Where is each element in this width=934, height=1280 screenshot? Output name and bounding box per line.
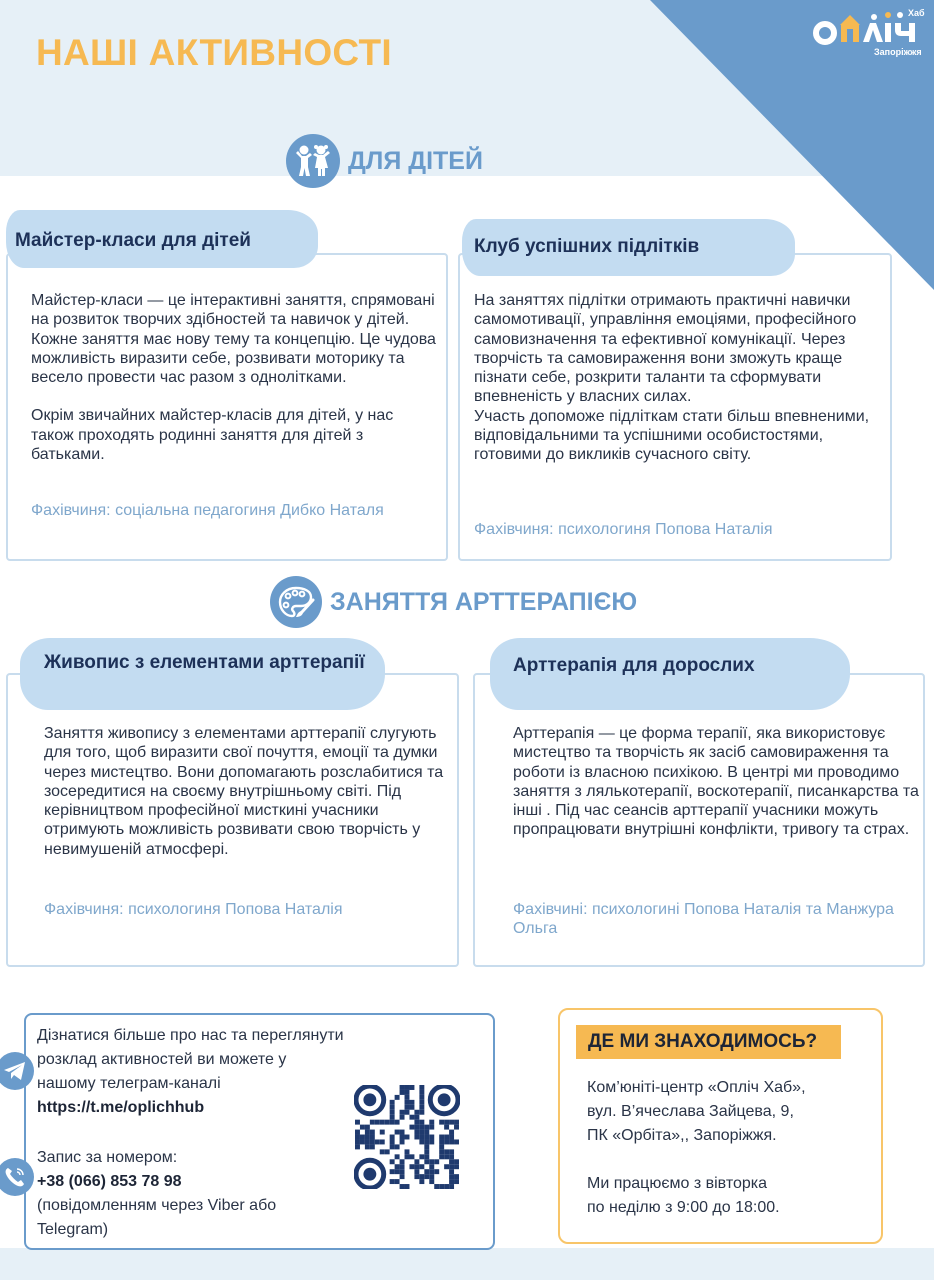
qr-module xyxy=(419,1154,424,1159)
qr-module xyxy=(429,1125,434,1130)
card-description xyxy=(31,291,436,464)
card-title: Клуб успішних підлітків xyxy=(474,236,700,257)
hours-line: по неділю з 9:00 до 18:00. xyxy=(587,1199,780,1216)
title-highlight xyxy=(20,638,385,710)
qr-module xyxy=(454,1139,459,1144)
qr-module xyxy=(439,1184,444,1189)
logo-hub-text: Хаб xyxy=(908,8,925,18)
qr-module xyxy=(355,1120,360,1125)
qr-module xyxy=(419,1130,424,1135)
qr-module xyxy=(429,1139,434,1144)
qr-module xyxy=(454,1164,459,1169)
qr-module xyxy=(414,1115,419,1120)
qr-module xyxy=(400,1164,405,1169)
qr-finder-center xyxy=(438,1093,451,1106)
qr-module xyxy=(405,1135,410,1140)
qr-module xyxy=(414,1125,419,1130)
qr-module xyxy=(395,1154,400,1159)
qr-module xyxy=(424,1135,429,1140)
qr-module xyxy=(400,1159,405,1164)
qr-module xyxy=(355,1144,360,1149)
qr-module xyxy=(414,1130,419,1135)
qr-module xyxy=(400,1090,405,1095)
telegram-info xyxy=(37,1024,347,1120)
qr-module xyxy=(419,1085,424,1090)
address xyxy=(587,1076,877,1148)
qr-module xyxy=(375,1139,380,1144)
qr-module xyxy=(454,1120,459,1125)
qr-module xyxy=(429,1164,434,1169)
qr-module xyxy=(419,1100,424,1105)
qr-module xyxy=(444,1149,449,1154)
qr-module xyxy=(429,1120,434,1125)
activity-card-painting xyxy=(6,652,459,967)
address-line: ПК «Орбіта»,, Запоріжжя. xyxy=(587,1127,777,1144)
qr-module xyxy=(419,1095,424,1100)
qr-module xyxy=(370,1144,375,1149)
qr-module xyxy=(390,1139,395,1144)
qr-module xyxy=(370,1139,375,1144)
address-line: вул. В’ячеслава Зайцева, 9, xyxy=(587,1103,794,1120)
qr-module xyxy=(429,1174,434,1179)
qr-module xyxy=(405,1105,410,1110)
qr-module xyxy=(449,1120,454,1125)
card-title: Арттерапія для дорослих xyxy=(513,655,755,676)
card-paragraph: Участь допоможе підліткам стати більш впевненими, відповідальними та успішними особистостями, готовими до викликів сучасного світу. xyxy=(474,407,870,464)
qr-module xyxy=(439,1139,444,1144)
qr-module xyxy=(365,1144,370,1149)
qr-module xyxy=(439,1144,444,1149)
qr-module xyxy=(405,1095,410,1100)
qr-module xyxy=(444,1120,449,1125)
card-description xyxy=(44,724,459,859)
qr-module xyxy=(395,1179,400,1184)
qr-module xyxy=(419,1105,424,1110)
qr-module xyxy=(365,1139,370,1144)
qr-module xyxy=(449,1139,454,1144)
qr-module xyxy=(400,1169,405,1174)
qr-module xyxy=(390,1159,395,1164)
page-title: НАШІ АКТИВНОСТІ xyxy=(36,32,392,73)
qr-module xyxy=(409,1115,414,1120)
qr-module xyxy=(395,1144,400,1149)
qr-module xyxy=(360,1139,365,1144)
qr-module xyxy=(424,1139,429,1144)
qr-module xyxy=(449,1169,454,1174)
phone-label: Запис за номером: xyxy=(37,1149,178,1166)
qr-module xyxy=(395,1095,400,1100)
qr-module xyxy=(400,1184,405,1189)
card-paragraph: Майстер-класи — це інтерактивні заняття, спрямовані на розвиток творчих здібностей та навичок у дітей. Кожне заняття має нову тему та концепцію. Це чудова можливість виразити себе, розвивати моторику та весело провести час разом з однолітками. xyxy=(31,292,436,387)
qr-module xyxy=(439,1120,444,1125)
qr-module xyxy=(355,1139,360,1144)
qr-module xyxy=(449,1149,454,1154)
qr-module xyxy=(405,1184,410,1189)
qr-module xyxy=(419,1164,424,1169)
qr-module xyxy=(444,1184,449,1189)
qr-module xyxy=(390,1169,395,1174)
qr-module xyxy=(449,1174,454,1179)
qr-module xyxy=(439,1149,444,1154)
card-paragraph: Окрім звичайних майстер-класів для дітей, у нас також проходять родинні заняття для дітей з батьками. xyxy=(31,407,394,464)
qr-module xyxy=(400,1130,405,1135)
qr-module xyxy=(424,1149,429,1154)
location-details xyxy=(587,1076,877,1220)
working-hours xyxy=(587,1172,877,1220)
qr-module xyxy=(414,1174,419,1179)
qr-module xyxy=(419,1125,424,1130)
qr-module xyxy=(449,1184,454,1189)
qr-module xyxy=(454,1159,459,1164)
logo-city-text: Запоріжжя xyxy=(874,47,922,57)
qr-module xyxy=(395,1130,400,1135)
card-title: Живопис з елементами арттерапії xyxy=(44,652,365,673)
qr-module xyxy=(395,1164,400,1169)
qr-module xyxy=(380,1120,385,1125)
qr-module xyxy=(360,1125,365,1130)
qr-module xyxy=(429,1159,434,1164)
qr-finder-center xyxy=(363,1168,376,1181)
qr-module xyxy=(449,1164,454,1169)
qr-module xyxy=(424,1125,429,1130)
qr-module xyxy=(370,1135,375,1140)
qr-module xyxy=(409,1164,414,1169)
qr-module xyxy=(424,1154,429,1159)
location-box xyxy=(558,1008,883,1244)
qr-module xyxy=(409,1154,414,1159)
qr-module xyxy=(405,1154,410,1159)
qr-module xyxy=(419,1139,424,1144)
phone-info xyxy=(37,1146,347,1242)
qr-module xyxy=(424,1174,429,1179)
qr-module xyxy=(375,1120,380,1125)
qr-module xyxy=(390,1105,395,1110)
card-expert: Фахівчиня: психологиня Попова Наталія xyxy=(44,901,343,918)
telegram-link[interactable]: https://t.me/oplichhub xyxy=(37,1099,205,1116)
oplich-hub-logo[interactable] xyxy=(812,4,932,60)
qr-module xyxy=(454,1179,459,1184)
qr-module xyxy=(414,1110,419,1115)
qr-module xyxy=(434,1169,439,1174)
qr-module xyxy=(400,1174,405,1179)
qr-module xyxy=(449,1159,454,1164)
card-description xyxy=(474,291,889,465)
qr-module xyxy=(385,1120,390,1125)
qr-module xyxy=(454,1174,459,1179)
qr-module xyxy=(355,1130,360,1135)
qr-module xyxy=(395,1169,400,1174)
qr-module xyxy=(449,1154,454,1159)
card-paragraph: Арттерапія — це форма терапії, яка використовує мистецтво та творчість як засіб самовираження та роботи із власною психікою. В центрі ми проводимо заняття з лялькотерапії, воскотерапії, писанкарства та інші . Під час сеансів арттерапії учасники можуть пропрацювати внутрішні конфлікти, тривогу та страх. xyxy=(513,725,919,839)
qr-module xyxy=(409,1085,414,1090)
activity-card-teen-club xyxy=(458,236,892,561)
qr-module xyxy=(444,1139,449,1144)
qr-module xyxy=(400,1115,405,1120)
qr-module xyxy=(449,1179,454,1184)
qr-module xyxy=(414,1169,419,1174)
qr-module xyxy=(390,1135,395,1140)
qr-module xyxy=(365,1135,370,1140)
qr-module xyxy=(444,1164,449,1169)
qr-module xyxy=(390,1115,395,1120)
qr-module xyxy=(405,1085,410,1090)
card-expert: Фахівчині: психологині Попова Наталія та Манжура Ольга xyxy=(513,901,894,938)
qr-module xyxy=(355,1135,360,1140)
qr-module xyxy=(419,1110,424,1115)
qr-module xyxy=(370,1120,375,1125)
qr-code[interactable] xyxy=(354,1085,460,1189)
qr-module xyxy=(449,1130,454,1135)
qr-module xyxy=(390,1179,395,1184)
card-expert: Фахівчиня: соціальна педагогиня Дибко Наталя xyxy=(31,502,384,519)
qr-module xyxy=(414,1159,419,1164)
qr-module xyxy=(409,1105,414,1110)
qr-module xyxy=(424,1144,429,1149)
qr-module xyxy=(400,1085,405,1090)
card-description xyxy=(513,724,923,840)
card-title: Майстер-класи для дітей xyxy=(15,230,251,251)
qr-module xyxy=(390,1120,395,1125)
qr-module xyxy=(419,1135,424,1140)
qr-module xyxy=(449,1135,454,1140)
qr-module xyxy=(419,1090,424,1095)
qr-module xyxy=(439,1154,444,1159)
hours-line: Ми працюємо з вівторка xyxy=(587,1175,768,1192)
activity-card-master-classes xyxy=(6,230,448,561)
qr-module xyxy=(429,1179,434,1184)
qr-module xyxy=(380,1149,385,1154)
qr-module xyxy=(390,1100,395,1105)
qr-module xyxy=(434,1159,439,1164)
qr-module xyxy=(380,1130,385,1135)
qr-module xyxy=(414,1164,419,1169)
qr-module xyxy=(409,1100,414,1105)
qr-module xyxy=(400,1139,405,1144)
card-paragraph: Заняття живопису з елементами арттерапії слугують для того, щоб виразити свої почуття, емоції та думки через мистецтво. Вони допомагають розслабитися та зосередитися на своєму внутрішньому світі. Під керівництвом професійної мисткині учасники отримують можливість розвивати свою творчість у невимушеній атмосфері. xyxy=(44,725,444,858)
qr-module xyxy=(429,1135,434,1140)
qr-module xyxy=(429,1169,434,1174)
phone-note: (повідомленням через Viber або Telegram) xyxy=(37,1197,277,1238)
qr-module xyxy=(385,1149,390,1154)
qr-module xyxy=(419,1179,424,1184)
qr-module xyxy=(434,1184,439,1189)
qr-module xyxy=(395,1120,400,1125)
phone-number[interactable]: +38 (066) 853 78 98 xyxy=(37,1173,182,1190)
footer-background xyxy=(0,1248,934,1280)
qr-module xyxy=(424,1159,429,1164)
qr-module xyxy=(439,1135,444,1140)
qr-module xyxy=(405,1110,410,1115)
qr-module xyxy=(365,1125,370,1130)
qr-module xyxy=(405,1149,410,1154)
section-title: ЗАНЯТТЯ АРТТЕРАПІЄЮ xyxy=(330,587,638,616)
activity-card-adult-art-therapy xyxy=(473,655,925,967)
qr-module xyxy=(424,1169,429,1174)
qr-module xyxy=(365,1130,370,1135)
qr-module xyxy=(454,1125,459,1130)
card-paragraph: На заняттях підлітки отримають практичні навички самомотивації, управління емоціями, професійного самовизначення та ефективної комунікації. Через творчість та самовираження вони зможуть краще пізнати себе, розкрити таланти та сформувати впевненість у власних силах. xyxy=(474,292,857,406)
qr-module xyxy=(360,1135,365,1140)
qr-module xyxy=(414,1120,419,1125)
qr-module xyxy=(444,1135,449,1140)
qr-module xyxy=(370,1130,375,1135)
qr-module xyxy=(390,1110,395,1115)
location-heading: ДЕ МИ ЗНАХОДИМОСЬ? xyxy=(576,1025,841,1059)
qr-module xyxy=(400,1110,405,1115)
qr-module xyxy=(405,1100,410,1105)
qr-module xyxy=(409,1125,414,1130)
qr-module xyxy=(444,1125,449,1130)
palette-icon xyxy=(270,576,322,628)
section-heading-kids xyxy=(286,134,483,188)
section-heading-art-therapy xyxy=(270,576,637,628)
qr-module xyxy=(444,1154,449,1159)
qr-module xyxy=(419,1174,424,1179)
qr-module xyxy=(380,1139,385,1144)
telegram-text: Дізнатися більше про нас та переглянути розклад активностей ви можете у нашому телеграм-каналі xyxy=(37,1027,344,1092)
qr-module xyxy=(414,1135,419,1140)
qr-finder-center xyxy=(363,1093,376,1106)
qr-module xyxy=(419,1120,424,1125)
children-icon xyxy=(286,134,340,188)
qr-module xyxy=(400,1135,405,1140)
qr-module xyxy=(405,1090,410,1095)
card-expert: Фахівчиня: психологиня Попова Наталія xyxy=(474,521,773,538)
section-title: ДЛЯ ДІТЕЙ xyxy=(348,146,483,175)
qr-module xyxy=(390,1144,395,1149)
qr-module xyxy=(424,1130,429,1135)
address-line: Ком’юніті-центр «Опліч Хаб», xyxy=(587,1079,806,1096)
